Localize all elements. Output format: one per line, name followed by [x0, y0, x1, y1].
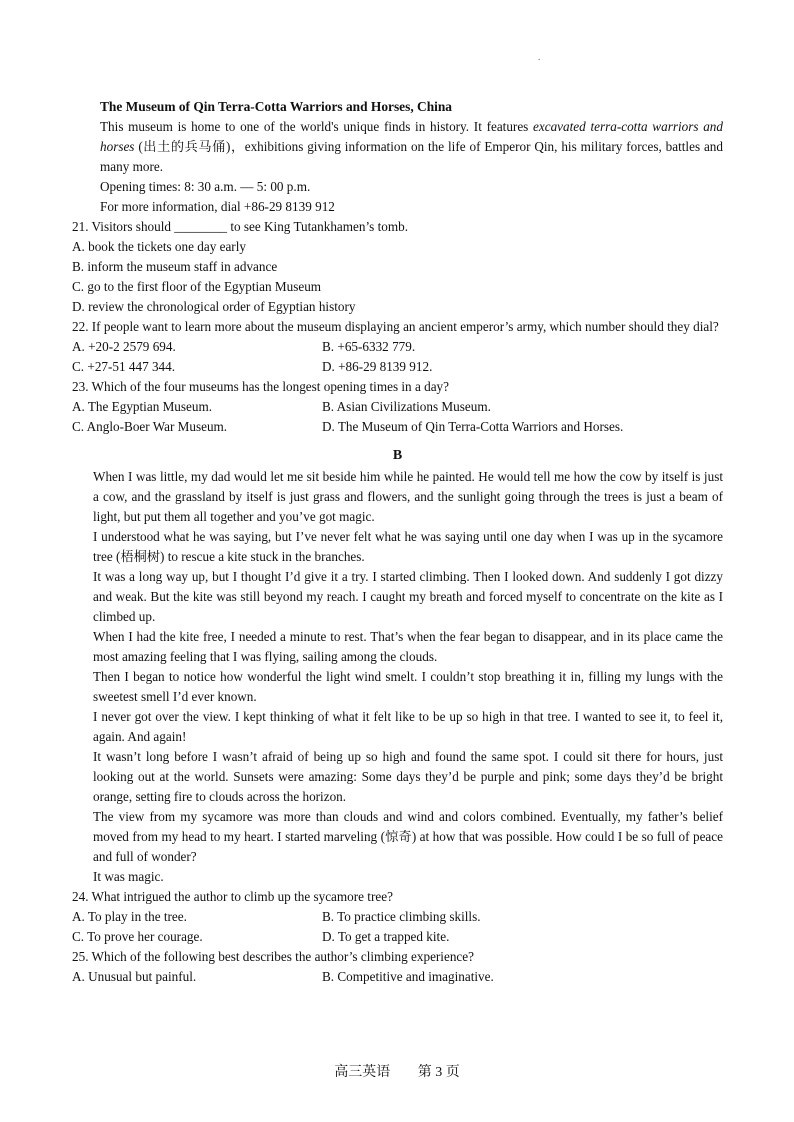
page-mark: .: [538, 52, 541, 62]
passage-paragraph: It was a long way up, but I thought I’d give it a try. I started climbing. Then I looked down. And suddenly I got dizzy and weak. But the kite was still beyond my reach. I caught my breath and forced myself to concentrate on the kite as I climbed up.: [93, 569, 723, 624]
museum-desc-text-1: This museum is home to one of the world's unique finds in history. It features: [100, 119, 534, 134]
q24-options-row-2: [72, 927, 723, 947]
q23-options-row-2: [72, 417, 723, 437]
passage-paragraph: When I had the kite free, I needed a minute to rest. That’s when the fear began to disappear, and in its place came the most amazing feeling that I was flying, sailing among the clouds.: [93, 629, 723, 664]
q21-option-b: B. inform the museum staff in advance: [72, 259, 278, 274]
q23-option-c: C. Anglo-Boer War Museum.: [72, 419, 228, 434]
museum-desc-italic: excavated terra-cotta warriors and horses: [100, 119, 723, 154]
museum-description: [72, 117, 723, 177]
museum-title: The Museum of Qin Terra-Cotta Warriors and Horses, China: [100, 99, 453, 114]
q25-options-row-1: [72, 967, 723, 987]
q23-options-row-1: [72, 397, 723, 417]
q24-options-row-1: [72, 907, 723, 927]
more-info: For more information, dial +86-29 8139 912: [100, 199, 335, 214]
opening-times: Opening times: 8: 30 a.m. — 5: 00 p.m.: [100, 179, 311, 194]
page-content: [72, 97, 723, 987]
q21-option-d: D. review the chronological order of Egyptian history: [72, 299, 356, 314]
q22-stem: 22. If people want to learn more about the museum displaying an ancient emperor’s army, which number should they dial?: [72, 319, 719, 334]
q24-option-b: B. To practice climbing skills.: [322, 909, 481, 924]
q22-option-a: A. +20-2 2579 694.: [72, 339, 176, 354]
passage-paragraph: I understood what he was saying, but I’ve never felt what he was saying until one day when I was up in the sycamore tree (梧桐树) to rescue a kite stuck in the branches.: [93, 529, 723, 564]
footer-page-number: 第 3 页: [417, 1065, 460, 1080]
q22-options-row-2: [72, 357, 723, 377]
q22-option-b: B. +65-6332 779.: [322, 339, 416, 354]
q24-stem: 24. What intrigued the author to climb up the sycamore tree?: [72, 889, 393, 904]
q23-option-b: B. Asian Civilizations Museum.: [322, 399, 491, 414]
passage-paragraph: Then I began to notice how wonderful the light wind smelt. I couldn’t stop breathing it in, filling my lungs with the sweetest smell I’d ever known.: [93, 669, 723, 704]
footer-subject: 高三英语: [334, 1065, 391, 1080]
passage-paragraph: The view from my sycamore was more than clouds and wind and colors combined. Eventually, my father’s belief moved from my head to my heart. I started marveling (惊奇) at how that was possible. How could I be so full of peace and full of wonder?: [93, 809, 723, 864]
page-footer: [0, 1061, 794, 1081]
passage-paragraph: I never got over the view. I kept thinking of what it felt like to be up so high in that tree. I wanted to see it, to feel it, again. And again!: [93, 709, 723, 744]
q22-option-d: D. +86-29 8139 912.: [322, 359, 433, 374]
q25-stem: 25. Which of the following best describes the author’s climbing experience?: [72, 949, 474, 964]
passage-paragraph: It was magic.: [93, 869, 164, 884]
q21-stem: 21. Visitors should ________ to see King Tutankhamen’s tomb.: [72, 219, 408, 234]
q25-option-a: A. Unusual but painful.: [72, 969, 197, 984]
q24-option-c: C. To prove her courage.: [72, 929, 203, 944]
q21-option-a: A. book the tickets one day early: [72, 239, 246, 254]
passage-paragraph: When I was little, my dad would let me sit beside him while he painted. He would tell me how the cow by itself is just a cow, and the grassland by itself is just grass and flowers, and the sunlight going through the trees is just a beam of light, but put them all together and you’ve got magic.: [93, 469, 723, 524]
q23-option-a: A. The Egyptian Museum.: [72, 399, 213, 414]
q24-option-a: A. To play in the tree.: [72, 909, 187, 924]
q23-stem: 23. Which of the four museums has the longest opening times in a day?: [72, 379, 449, 394]
museum-desc-text-2: (出土的兵马俑)，exhibitions giving information on the life of Emperor Qin, his military forces, battles and many more.: [100, 139, 723, 174]
q22-option-c: C. +27-51 447 344.: [72, 359, 176, 374]
q21-option-c: C. go to the first floor of the Egyptian Museum: [72, 279, 322, 294]
section-b-heading: B: [392, 448, 403, 463]
passage-paragraph: It wasn’t long before I wasn’t afraid of being up so high and found the same spot. I could sit there for hours, just looking out at the world. Sunsets were amazing: Some days they’d be purple and pink; some days they’d be bright orange, setting fire to clouds across the horizon.: [93, 749, 723, 804]
q24-option-d: D. To get a trapped kite.: [322, 929, 450, 944]
q23-option-d: D. The Museum of Qin Terra-Cotta Warriors and Horses.: [322, 419, 624, 434]
q22-options-row-1: [72, 337, 723, 357]
q25-option-b: B. Competitive and imaginative.: [322, 969, 494, 984]
